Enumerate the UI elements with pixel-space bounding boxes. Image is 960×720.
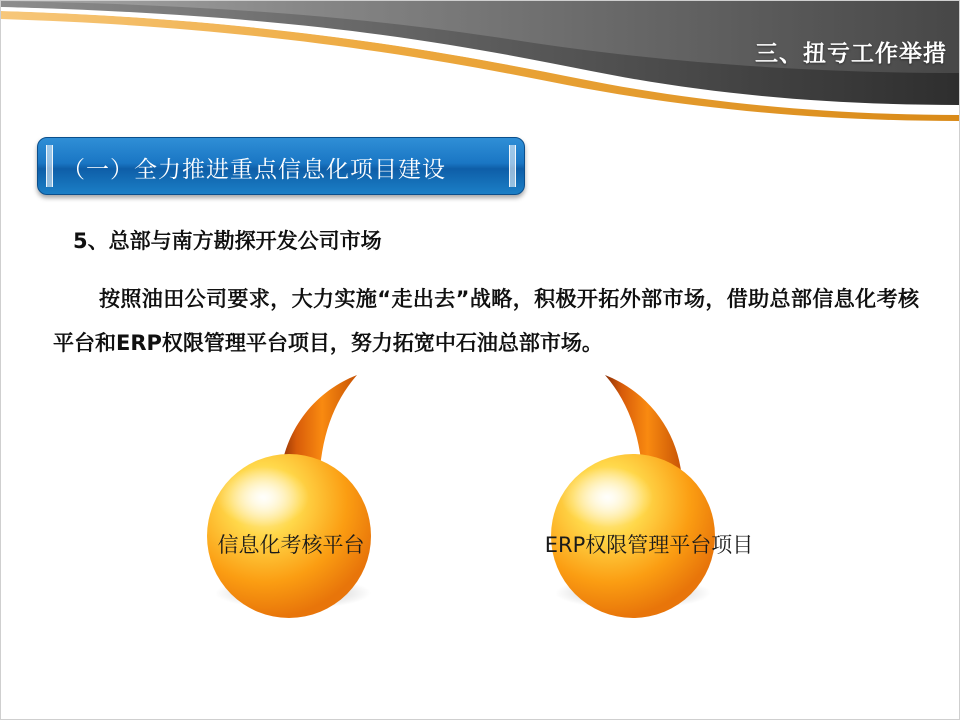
sub-heading: 5、总部与南方勘探开发公司市场 [73, 229, 382, 253]
diagram-node-label-2: ERP权限管理平台项目 [544, 533, 754, 557]
header-banner [1, 1, 960, 121]
section-header-bar [37, 137, 525, 195]
section-header-label: （一）全力推进重点信息化项目建设 [62, 157, 446, 183]
diagram [1, 361, 960, 621]
bar-tick-left-icon [46, 145, 53, 187]
body-paragraph: 按照油田公司要求，大力实施“走出去”战略，积极开拓外部市场，借助总部信息化考核平台和ERP权限管理平台项目，努力拓宽中石油总部市场。 [53, 287, 919, 355]
page-title: 三、扭亏工作举措 [755, 41, 947, 67]
bar-tick-right-icon [509, 145, 516, 187]
diagram-node-label-1: 信息化考核平台 [217, 533, 365, 557]
